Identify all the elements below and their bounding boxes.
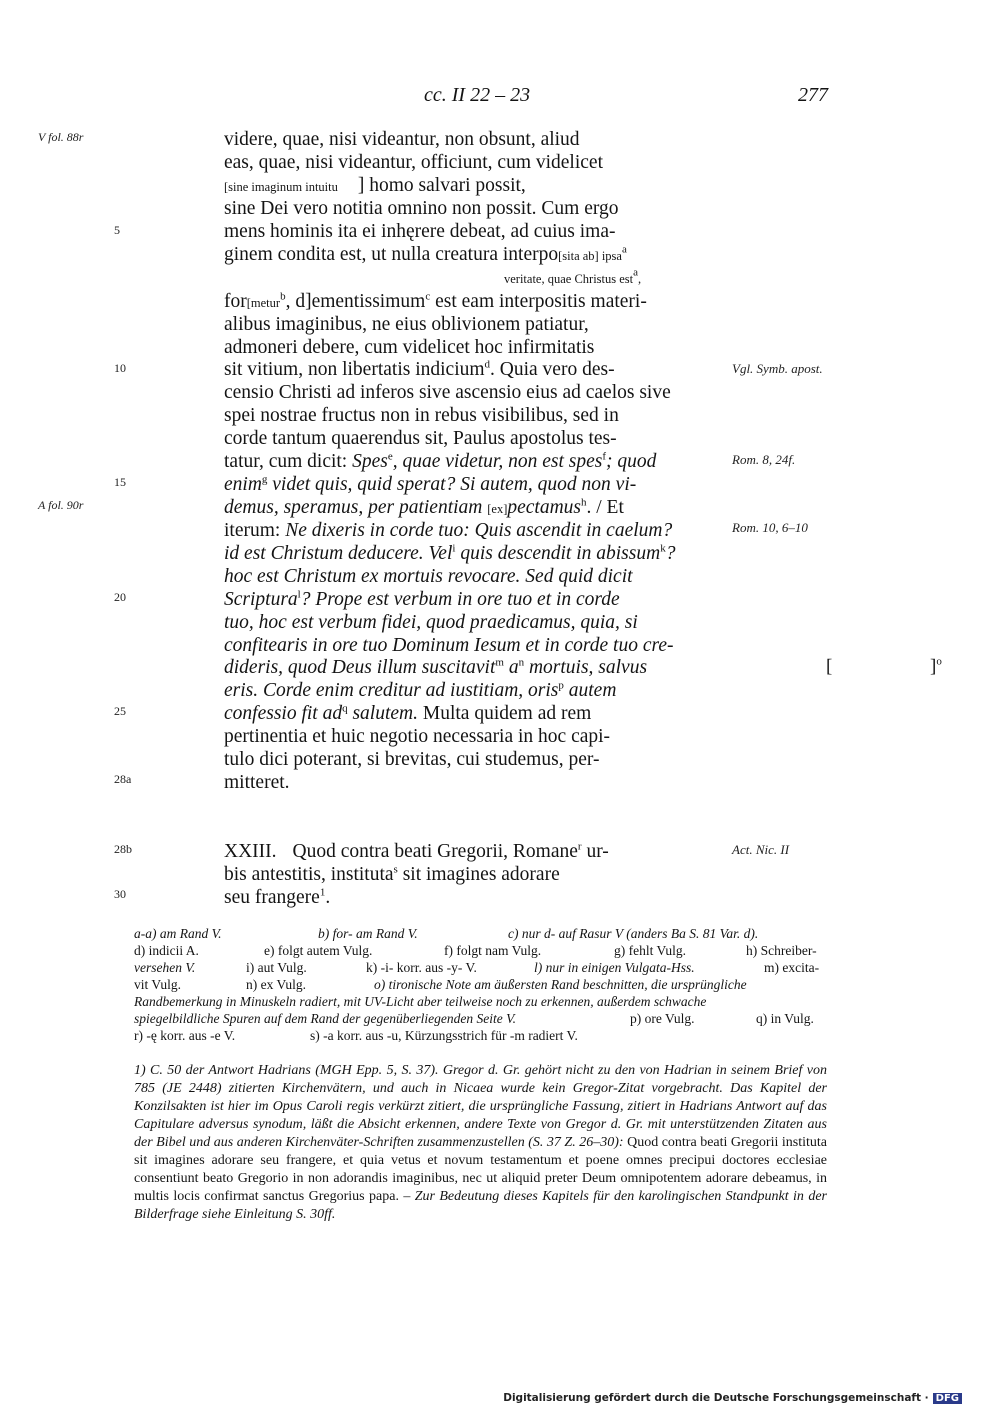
- apparatus-note: versehen V.: [134, 960, 196, 975]
- text-line: sit vitium, non libertatis indicium$^d$. Quia vero des-: [224, 358, 615, 380]
- apparatus-note: g) fehlt Vulg.: [614, 943, 687, 958]
- line-number-5: 5: [114, 223, 120, 237]
- apparatus-note: b) for- am Rand V.: [318, 926, 418, 941]
- marginal-reference: Rom. 8, 24f.: [732, 452, 796, 467]
- apparatus-note: s) -a korr. aus -u, Kürzungsstrich für -m radiert V.: [310, 1028, 578, 1043]
- apparatus-note: h) Schreiber-: [746, 943, 817, 958]
- chapter-heading: seu frangere$^1$.: [224, 886, 331, 908]
- text-line: confessio fit $ad^q$ salutem. Multa quidem ad rem: [224, 702, 592, 724]
- text-line: spei nostrae fructus non in rebus visibilibus, sed in: [224, 405, 619, 426]
- text-line: videre, quae, nisi videantur, non obsunt, aliud: [224, 129, 580, 150]
- apparatus-note: n) ex Vulg.: [246, 977, 307, 992]
- commentary-footnote: 1) C. 50 der Antwort Hadrians (MGH Epp. 5, S. 37). Gregor d. Gr. gehört nicht zu den von Hadrian in seinem Brief von 785 (JE 2448) zitierten Kirchenvätern, und auch in Nicaea wurde kein Gregor-Zitat vorgebracht. Das Kapitel der Konzilsakten ist hier im Opus Caroli regis verkürzt zitiert, die ursprüngliche Fassung, zitiert in Hadrians Antwort auf das Capitulare adversus synodum, läßt die Absicht erkennen, andere Texte von Gregor d. Gr. mit unterstützenden Zitaten aus der Bibel und aus anderen Kirchenväter-Schriften zusammenzustellen (S. 37 Z. 26–30): Quod contra beati Gregorii instituta sit imagines adorare seu frangere, et quia vetus et novum testamentum et poene omnes precipui doctores ecclesiae consentiunt beato Gregorio in non adorandis imaginibus, nec ut aliquid preter Deum omnipotentem adorare debeamus, in multis locis confirmat sanctus Gregorius papa. – Zur Bedeutung dieses Kapitels für den karolingischen Standpunkt in der Bilderfrage siehe Einleitung S. 30ff.: [134, 1063, 827, 1222]
- line-number-28a: 28a: [114, 772, 132, 786]
- apparatus-note: f) folgt nam Vulg.: [444, 943, 542, 958]
- apparatus-note: spiegelbildliche Spuren auf dem Rand der gegenüberliegenden Seite V.: [134, 1011, 517, 1026]
- apparatus-note: a-a) am Rand V.: [134, 926, 222, 941]
- apparatus-note: c) nur d- auf Rasur V (anders Ba S. 81 Var. d).: [508, 926, 759, 941]
- text-line: iterum: Ne dixeris in corde tuo: Quis ascendit in caelum?: [224, 520, 673, 541]
- text-line: tatur, cum dicit: Spes$^e$, quae videtur, non est spes$^f$; quod: [224, 450, 657, 472]
- marginal-reference: Vgl. Symb. apost.: [732, 361, 823, 376]
- text-line: pertinentia et huic negotio necessaria in hoc capi-: [224, 726, 611, 747]
- text-line: eris. Corde enim creditur ad iustitiam, oris$^p$ autem: [224, 679, 617, 701]
- margin-bracket-close: ]$^o$: [930, 655, 942, 677]
- digitization-credit: Digitalisierung gefördert durch die Deutsche Forschungsgemeinschaft · DFG: [503, 1392, 962, 1404]
- apparatus-note: r) -ę korr. aus -e V.: [134, 1028, 236, 1043]
- apparatus-note: o) tironische Note am äußersten Rand beschnitten, die ursprüngliche: [374, 977, 747, 992]
- apparatus-note: q) in Vulg.: [756, 1011, 814, 1026]
- text-line: Scriptura$^l$? Prope est verbum in ore tuo et in corde: [224, 588, 620, 610]
- line-number-10: 10: [114, 361, 126, 375]
- line-number-30: 30: [114, 887, 126, 901]
- text-line-insertion: veritate, quae Christus est$^a$,: [504, 266, 642, 286]
- dfg-logo: DFG: [933, 1393, 962, 1404]
- line-number-25: 25: [114, 704, 126, 718]
- text-line: tuo, hoc est verbum fidei, quod praedicamus, quia, si: [224, 612, 638, 633]
- apparatus-note: i) aut Vulg.: [246, 960, 307, 975]
- line-number-28b: 28b: [114, 842, 132, 856]
- chapter-heading: XXIII. Quod contra beati Gregorii, Romane$^r$ ur-: [224, 840, 609, 862]
- page-number: 277: [798, 84, 828, 106]
- apparatus-note: e) folgt autem Vulg.: [264, 943, 373, 958]
- marginal-reference: Act. Nic. II: [732, 842, 790, 857]
- folio-marker-v: V fol. 88r: [38, 130, 84, 144]
- text-line: mitteret.: [224, 772, 290, 793]
- line-number-15: 15: [114, 475, 126, 489]
- text-line: demus, speramus, per patientiam [ex]pectamus$^h$. / Et: [224, 496, 624, 518]
- text-line: id est Christum deducere. Vel$^i$ quis descendit in abissum$^k$?: [224, 542, 676, 564]
- text-line: alibus imaginibus, ne eius oblivionem patiatur,: [224, 314, 589, 335]
- chapter-heading: bis antestitis, instituta$^s$ sit imagines adorare: [224, 863, 560, 885]
- line-number-20: 20: [114, 590, 126, 604]
- text-line: ginem condita est, ut nulla creatura interpo[sita ab] ipsa$^a$: [224, 243, 627, 265]
- text-line: sine Dei vero notitia omnino non possit. Cum ergo: [224, 198, 619, 219]
- text-line: enim$^g$ videt quis, quid sperat? Si autem, quod non vi-: [224, 473, 637, 495]
- text-line: for[metur$^b$, d]ementissimum$^c$ est eam interpositis materi-: [224, 290, 647, 312]
- apparatus-note: Randbemerkung in Minuskeln radiert, mit UV-Licht aber teilweise noch zu erkennen, außerdem schwache: [134, 994, 707, 1009]
- apparatus-note: m) excita-: [764, 960, 820, 975]
- text-line: admoneri debere, cum videlicet hoc infirmitatis: [224, 337, 595, 358]
- folio-marker-a: A fol. 90r: [38, 498, 84, 512]
- text-line: tulo dici poterant, si brevitas, cui studemus, per-: [224, 749, 600, 770]
- apparatus-note: vit Vulg.: [134, 977, 181, 992]
- apparatus-note: l) nur in einigen Vulgata-Hss.: [534, 960, 695, 975]
- apparatus-note: p) ore Vulg.: [630, 1011, 695, 1026]
- text-line: mens hominis ita ei inhęrere debeat, ad cuius ima-: [224, 221, 616, 242]
- text-line: confitearis in ore tuo Dominum Iesum et in corde tuo cre-: [224, 635, 674, 656]
- apparatus-note: d) indicii A.: [134, 943, 199, 958]
- text-line: censio Christi ad inferos sive ascensio eius ad caelos sive: [224, 382, 671, 403]
- running-title: cc. II 22 – 23: [424, 84, 531, 106]
- margin-bracket-open: [: [826, 656, 833, 677]
- marginal-reference: Rom. 10, 6–10: [732, 520, 808, 535]
- text-line: dideris, quod Deus illum suscitavit$^m$ $a^n$ mortuis, salvus: [224, 656, 648, 678]
- apparatus-note: k) -i- korr. aus -y- V.: [366, 960, 477, 975]
- text-line: corde tantum quaerendus sit, Paulus apostolus tes-: [224, 428, 617, 449]
- text-line: [sine imaginum intuitu ] homo salvari possit,: [224, 175, 526, 196]
- text-line: hoc est Christum ex mortuis revocare. Sed quid dicit: [224, 566, 633, 587]
- text-line: eas, quae, nisi videantur, officiunt, cum videlicet: [224, 152, 603, 173]
